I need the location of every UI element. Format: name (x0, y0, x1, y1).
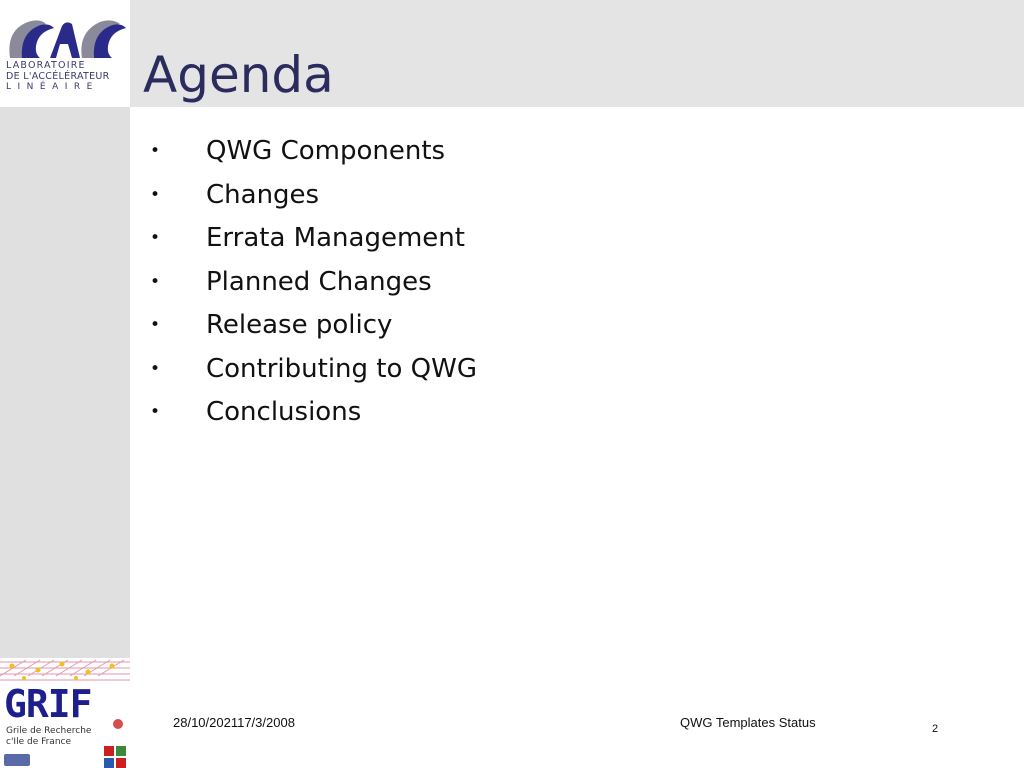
agenda-item-text: QWG Components (206, 136, 446, 166)
agenda-item-text: Contributing to QWG (206, 353, 477, 384)
bullet-icon: • (150, 184, 161, 205)
grif-logo-line: Grile de Recherche (6, 726, 92, 736)
bullet-icon: • (150, 315, 161, 335)
footer-date: 28/10/202117/3/2008 (173, 715, 295, 730)
agenda-item-text: Planned Changes (206, 266, 432, 297)
grif-logo-name: GRIF (4, 682, 92, 726)
side-band (0, 0, 130, 768)
bullet-icon: • (150, 228, 161, 248)
grif-logo (0, 658, 130, 768)
bullet-icon: • (150, 402, 161, 422)
agenda-item-text: Conclusions (206, 397, 362, 427)
slide-title: Agenda (143, 46, 334, 104)
agenda-item-text: Changes (206, 179, 320, 210)
bullet-icon: • (150, 271, 161, 292)
lal-logo-line: LABORATOIRE (6, 60, 86, 71)
footer-title: QWG Templates Status (680, 715, 816, 730)
lal-logo-mark (0, 0, 130, 60)
agenda-item-text: Errata Management (206, 223, 465, 253)
agenda-item-text: Release policy (206, 310, 393, 340)
page-number: 2 (932, 723, 939, 735)
lal-logo (0, 0, 130, 107)
bullet-icon: • (150, 358, 161, 379)
lal-logo-line: LINÉAIRE (6, 82, 99, 92)
lal-logo-line: DE L'ACCÉLÉRATEUR (6, 71, 110, 82)
bullet-icon: • (150, 141, 161, 161)
grif-logo-line: c'Ile de France (6, 737, 72, 747)
